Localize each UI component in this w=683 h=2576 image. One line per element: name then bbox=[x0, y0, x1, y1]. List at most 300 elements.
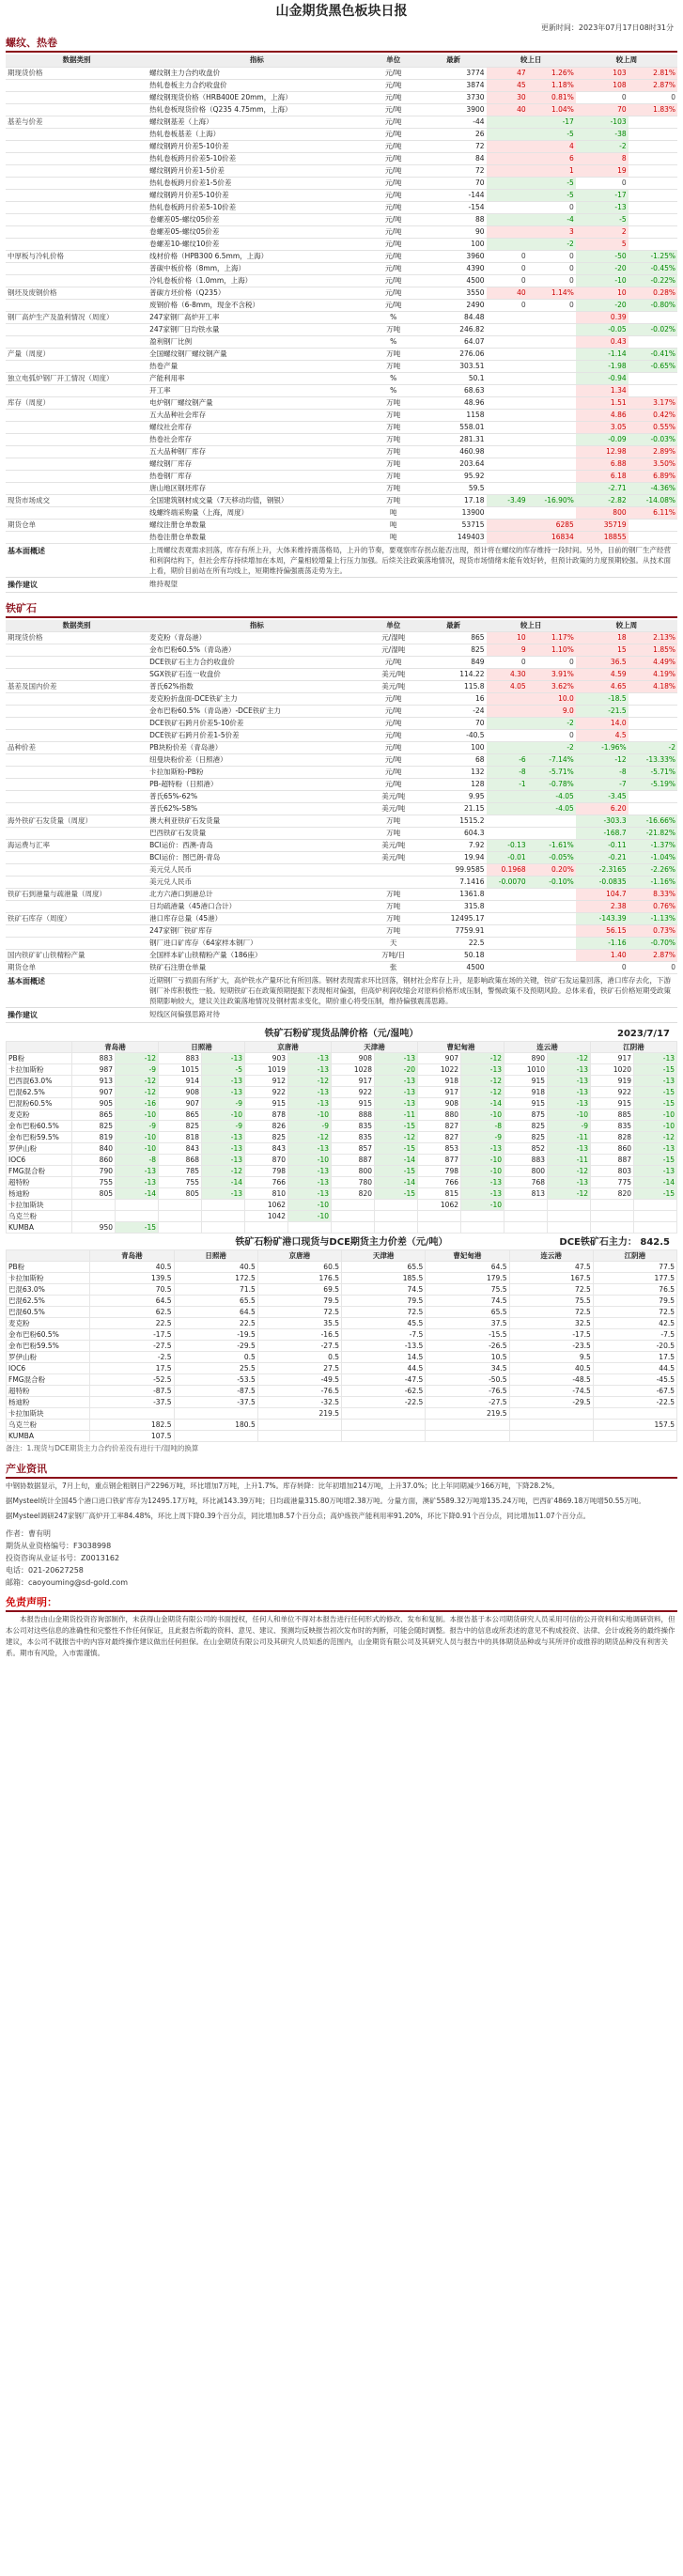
price-value: 1015 bbox=[159, 1064, 202, 1076]
basis-value: 44.5 bbox=[342, 1363, 426, 1374]
row-latest: -24 bbox=[421, 706, 487, 718]
report-title: 山金期货黑色板块日报 bbox=[275, 4, 408, 19]
week-change: -1.16 bbox=[576, 938, 629, 950]
week-change: 2 bbox=[576, 225, 629, 238]
week-change: 0 bbox=[576, 91, 629, 103]
row-latest: 50.1 bbox=[421, 372, 487, 384]
price-value: 922 bbox=[245, 1087, 288, 1098]
ore-name: 巴混60.5% bbox=[7, 1307, 90, 1318]
week-change: -143.39 bbox=[576, 913, 629, 925]
week-change: -2.26% bbox=[629, 864, 677, 877]
basis-value bbox=[593, 1431, 676, 1442]
price-value: 915 bbox=[504, 1098, 548, 1110]
row-unit: 天 bbox=[366, 938, 421, 950]
week-change: -2.82 bbox=[576, 494, 629, 506]
row-indicator: DCE铁矿石跨月价差5-10价差 bbox=[147, 718, 366, 730]
price-value: 887 bbox=[591, 1155, 634, 1166]
ore-name: 乌克兰粉 bbox=[7, 1211, 72, 1222]
row-category bbox=[6, 779, 147, 791]
price-value: 800 bbox=[504, 1166, 548, 1177]
ore-name: 麦克粉 bbox=[7, 1318, 90, 1329]
row-category bbox=[6, 91, 147, 103]
day-change: -0.05% bbox=[528, 852, 576, 864]
row-unit: 万吨 bbox=[366, 889, 421, 901]
basis-value: 32.5 bbox=[509, 1318, 593, 1329]
price-change: -14 bbox=[375, 1177, 418, 1188]
price-change: -13 bbox=[634, 1166, 677, 1177]
day-change bbox=[487, 396, 576, 409]
price-value: 1062 bbox=[245, 1200, 288, 1211]
summary-label: 基本面概述 bbox=[8, 977, 45, 985]
price-change: -12 bbox=[116, 1053, 159, 1064]
row-indicator: 全国建筑钢材成交量（7天移动均值，钢银） bbox=[147, 494, 366, 506]
price-change: -15 bbox=[116, 1222, 159, 1234]
day-change: -5 bbox=[487, 189, 576, 201]
price-value: 903 bbox=[245, 1053, 288, 1064]
ore-name: FMG混合粉 bbox=[7, 1166, 72, 1177]
day-change: 40 bbox=[487, 103, 528, 116]
week-change: -8 bbox=[576, 767, 629, 779]
table-row bbox=[7, 1110, 677, 1121]
price-change bbox=[634, 1222, 677, 1234]
week-change: -38 bbox=[576, 128, 629, 140]
row-unit: 元/吨 bbox=[366, 274, 421, 287]
day-change: -16.90% bbox=[528, 494, 576, 506]
basis-value: 35.5 bbox=[257, 1318, 341, 1329]
row-category bbox=[6, 791, 147, 803]
row-indicator: 美元兑人民币 bbox=[147, 864, 366, 877]
basis-value: 72.5 bbox=[342, 1307, 426, 1318]
week-pct bbox=[629, 213, 677, 225]
row-category bbox=[6, 409, 147, 421]
row-unit: 元/吨 bbox=[366, 67, 421, 79]
row-latest: 7.1416 bbox=[421, 877, 487, 889]
price-change bbox=[202, 1211, 245, 1222]
price-change: -10 bbox=[116, 1110, 159, 1121]
price-value: 922 bbox=[591, 1087, 634, 1098]
day-change: 9.0 bbox=[487, 706, 576, 718]
price-change: -10 bbox=[634, 1110, 677, 1121]
price-value: 913 bbox=[72, 1076, 116, 1087]
row-indicator: 普氏65%-62% bbox=[147, 791, 366, 803]
price-change bbox=[461, 1222, 504, 1234]
price-change: -8 bbox=[461, 1121, 504, 1132]
table-row bbox=[7, 1076, 677, 1087]
price-value: 1022 bbox=[418, 1064, 461, 1076]
price-change: -13 bbox=[288, 1166, 332, 1177]
price-value bbox=[159, 1211, 202, 1222]
basis-value: 65.5 bbox=[342, 1262, 426, 1273]
update-time: 更新时间：2023年07月17日08时31分 bbox=[540, 23, 674, 32]
basis-value bbox=[342, 1420, 426, 1431]
table-row bbox=[7, 1211, 677, 1222]
day-change: 0.81% bbox=[528, 91, 576, 103]
day-change bbox=[487, 925, 576, 938]
price-change: -13 bbox=[461, 1188, 504, 1200]
table-row bbox=[6, 962, 677, 974]
row-category bbox=[6, 938, 147, 950]
row-indicator: 热轧卷板现货价格（Q235 4.75mm，上海） bbox=[147, 103, 366, 116]
price-value bbox=[504, 1211, 548, 1222]
price-value: 819 bbox=[72, 1132, 116, 1143]
row-indicator: 螺纹钢跨月价差5-10价差 bbox=[147, 189, 366, 201]
price-change: -16 bbox=[116, 1098, 159, 1110]
price-value: 887 bbox=[332, 1155, 375, 1166]
row-latest: 149403 bbox=[421, 531, 487, 543]
table-row bbox=[6, 360, 677, 372]
price-value: 1062 bbox=[418, 1200, 461, 1211]
table-row bbox=[6, 877, 677, 889]
row-unit: 元/吨 bbox=[366, 779, 421, 791]
row-unit: 美元/吨 bbox=[366, 840, 421, 852]
price-value: 860 bbox=[72, 1155, 116, 1166]
week-pct bbox=[629, 238, 677, 250]
row-indicator: 螺纹钢基差（上海） bbox=[147, 116, 366, 128]
row-latest: 4390 bbox=[421, 262, 487, 274]
row-latest: 72 bbox=[421, 164, 487, 177]
qualification: 期货从业资格编号：F3038998 bbox=[6, 1542, 112, 1550]
ore-name: 卡拉加斯粉 bbox=[7, 1064, 72, 1076]
row-unit: 万吨 bbox=[366, 348, 421, 360]
day-change: 1.18% bbox=[528, 79, 576, 91]
week-change: -20 bbox=[576, 262, 629, 274]
section-divider bbox=[6, 51, 677, 53]
price-change: -10 bbox=[116, 1132, 159, 1143]
row-category bbox=[6, 877, 147, 889]
week-pct: -1.13% bbox=[629, 913, 677, 925]
week-pct bbox=[629, 718, 677, 730]
price-change: -13 bbox=[548, 1143, 591, 1155]
price-change bbox=[634, 1211, 677, 1222]
day-change bbox=[487, 506, 576, 519]
price-change: -13 bbox=[202, 1053, 245, 1064]
ore-name: 金布巴粉59.5% bbox=[7, 1341, 90, 1352]
row-category bbox=[6, 470, 147, 482]
table-row bbox=[6, 950, 677, 962]
disclaimer-title: 免责声明： bbox=[6, 1596, 57, 1608]
row-category: 海外铁矿石发货量（周度） bbox=[6, 815, 147, 828]
row-category bbox=[6, 669, 147, 681]
week-change: -20 bbox=[576, 299, 629, 311]
row-category bbox=[6, 730, 147, 742]
price-change: -10 bbox=[288, 1110, 332, 1121]
row-category: 期货仓单 bbox=[6, 519, 147, 531]
week-change: 12.98 bbox=[576, 445, 629, 458]
day-change bbox=[487, 372, 576, 384]
price-change: -12 bbox=[375, 1132, 418, 1143]
price-value: 914 bbox=[159, 1076, 202, 1087]
week-change: -0.94 bbox=[576, 372, 629, 384]
basis-value bbox=[342, 1431, 426, 1442]
basis-value: 77.5 bbox=[593, 1262, 676, 1273]
spot-price-title bbox=[6, 1027, 677, 1041]
row-unit: 元/吨 bbox=[366, 91, 421, 103]
row-unit: 元/吨 bbox=[366, 225, 421, 238]
col-header: 较上日 bbox=[487, 620, 576, 632]
price-change: -9 bbox=[288, 1121, 332, 1132]
row-indicator: 全国样本矿山铁精粉产量（186座） bbox=[147, 950, 366, 962]
row-indicator: 纽曼块粉价差（日照港） bbox=[147, 754, 366, 767]
row-category: 期货仓单 bbox=[6, 962, 147, 974]
table-row bbox=[6, 103, 677, 116]
week-change: -10 bbox=[576, 274, 629, 287]
day-change: 30 bbox=[487, 91, 528, 103]
table-row bbox=[6, 409, 677, 421]
price-change bbox=[202, 1222, 245, 1234]
row-unit: 元/吨 bbox=[366, 767, 421, 779]
row-category bbox=[6, 189, 147, 201]
row-indicator: 247家钢厂日均铁水量 bbox=[147, 323, 366, 335]
port-header: 连云港 bbox=[509, 1250, 593, 1262]
week-change: -0.45% bbox=[629, 262, 677, 274]
day-change bbox=[487, 360, 576, 372]
port-header: 天津港 bbox=[342, 1250, 426, 1262]
table-row bbox=[7, 1098, 677, 1110]
table-row bbox=[6, 189, 677, 201]
basis-value: 71.5 bbox=[174, 1284, 257, 1296]
basis-value: 65.5 bbox=[426, 1307, 509, 1318]
week-change: -17 bbox=[576, 189, 629, 201]
row-unit bbox=[366, 864, 421, 877]
price-value bbox=[159, 1222, 202, 1234]
basis-value: -7.5 bbox=[593, 1329, 676, 1341]
table-row bbox=[6, 445, 677, 458]
price-value: 860 bbox=[591, 1143, 634, 1155]
row-indicator: 麦克粉折盘面-DCE铁矿主力 bbox=[147, 693, 366, 706]
day-change bbox=[487, 348, 576, 360]
price-value: 915 bbox=[504, 1076, 548, 1087]
price-change bbox=[548, 1211, 591, 1222]
basis-value: 79.5 bbox=[257, 1296, 341, 1307]
basis-value: 40.5 bbox=[90, 1262, 174, 1273]
row-unit bbox=[366, 877, 421, 889]
week-pct bbox=[629, 730, 677, 742]
table-row bbox=[6, 669, 677, 681]
price-value: 840 bbox=[72, 1143, 116, 1155]
price-change: -10 bbox=[288, 1211, 332, 1222]
day-change: 1.17% bbox=[528, 632, 576, 644]
basis-value: -17.5 bbox=[90, 1329, 174, 1341]
basis-value: -45.5 bbox=[593, 1374, 676, 1386]
table-row bbox=[7, 1087, 677, 1098]
table-row bbox=[7, 1177, 677, 1188]
row-unit: 万吨 bbox=[366, 421, 421, 433]
basis-value bbox=[257, 1431, 341, 1442]
week-change: 103 bbox=[576, 67, 629, 79]
week-change: 5 bbox=[576, 238, 629, 250]
price-value: 919 bbox=[591, 1076, 634, 1087]
price-change: -12 bbox=[548, 1053, 591, 1064]
week-change: 70 bbox=[576, 103, 629, 116]
price-value: 843 bbox=[159, 1143, 202, 1155]
row-category: 铁矿石库存（周度） bbox=[6, 913, 147, 925]
week-change: -3.45 bbox=[576, 791, 629, 803]
basis-value: -20.5 bbox=[593, 1341, 676, 1352]
price-value: 755 bbox=[159, 1177, 202, 1188]
row-category: 产量（周度） bbox=[6, 348, 147, 360]
basis-value: -53.5 bbox=[174, 1374, 257, 1386]
row-unit: 元/吨 bbox=[366, 262, 421, 274]
price-change: -13 bbox=[288, 1087, 332, 1098]
table-row bbox=[6, 828, 677, 840]
week-change: -1.14 bbox=[576, 348, 629, 360]
price-change: -12 bbox=[548, 1166, 591, 1177]
table-row bbox=[6, 681, 677, 693]
row-unit: 万吨 bbox=[366, 901, 421, 913]
row-indicator: 卷螺差05-螺纹05价差 bbox=[147, 213, 366, 225]
table-row bbox=[7, 1352, 677, 1363]
day-change: 0 bbox=[487, 201, 576, 213]
dce-value: 842.5 bbox=[640, 1237, 670, 1248]
row-category bbox=[6, 152, 147, 164]
row-indicator: SGX铁矿石连一收盘价 bbox=[147, 669, 366, 681]
row-category bbox=[6, 299, 147, 311]
price-change: -13 bbox=[634, 1143, 677, 1155]
day-change: 0 bbox=[528, 657, 576, 669]
phone: 电话：021-20627258 bbox=[6, 1566, 84, 1575]
row-latest: 95.92 bbox=[421, 470, 487, 482]
week-change: 4.65 bbox=[576, 681, 629, 693]
day-change: 0 bbox=[487, 299, 528, 311]
price-change: -13 bbox=[202, 1132, 245, 1143]
row-indicator: 钢厂进口矿库存（64家样本钢厂） bbox=[147, 938, 366, 950]
week-change: 4.18% bbox=[629, 681, 677, 693]
price-value: 766 bbox=[418, 1177, 461, 1188]
week-change: 56.15 bbox=[576, 925, 629, 938]
ore-name: 麦克粉 bbox=[7, 1110, 72, 1121]
table-row bbox=[6, 433, 677, 445]
table-row bbox=[6, 421, 677, 433]
basis-value: 17.5 bbox=[90, 1363, 174, 1374]
basis-value: 74.5 bbox=[342, 1284, 426, 1296]
price-change: -12 bbox=[288, 1132, 332, 1143]
price-change: -14 bbox=[634, 1177, 677, 1188]
row-unit: 万吨 bbox=[366, 360, 421, 372]
table-row bbox=[6, 864, 677, 877]
price-change: -12 bbox=[634, 1132, 677, 1143]
day-change bbox=[487, 938, 576, 950]
row-category bbox=[6, 128, 147, 140]
price-change: -13 bbox=[202, 1076, 245, 1087]
row-latest: 114.22 bbox=[421, 669, 487, 681]
row-category bbox=[6, 482, 147, 494]
row-indicator: 五大品种社会库存 bbox=[147, 409, 366, 421]
row-indicator: 日均疏港量（45港口合计） bbox=[147, 901, 366, 913]
price-value: 922 bbox=[332, 1087, 375, 1098]
week-change: 35719 bbox=[576, 519, 629, 531]
table-row bbox=[7, 1143, 677, 1155]
row-unit: % bbox=[366, 384, 421, 396]
row-latest: 26 bbox=[421, 128, 487, 140]
row-category bbox=[6, 803, 147, 815]
price-change: -15 bbox=[375, 1143, 418, 1155]
row-category: 期现货价格 bbox=[6, 632, 147, 644]
row-indicator: BCI运价：图巴朗-青岛 bbox=[147, 852, 366, 864]
row-category: 品种价差 bbox=[6, 742, 147, 754]
row-latest: 825 bbox=[421, 644, 487, 657]
price-change: -12 bbox=[116, 1087, 159, 1098]
week-change: -13 bbox=[576, 201, 629, 213]
table-row bbox=[6, 311, 677, 323]
day-change: 1 bbox=[487, 164, 576, 177]
row-category bbox=[6, 864, 147, 877]
day-change bbox=[487, 458, 576, 470]
row-category bbox=[6, 901, 147, 913]
row-unit: 万吨 bbox=[366, 828, 421, 840]
row-latest: 64.07 bbox=[421, 335, 487, 348]
week-change: 1.85% bbox=[629, 644, 677, 657]
week-pct bbox=[629, 164, 677, 177]
row-unit: 万吨 bbox=[366, 409, 421, 421]
basis-value bbox=[426, 1420, 509, 1431]
price-value: 907 bbox=[159, 1098, 202, 1110]
row-category bbox=[6, 506, 147, 519]
row-category bbox=[6, 274, 147, 287]
row-category bbox=[6, 706, 147, 718]
email: 邮箱：caoyouming@sd-gold.com bbox=[6, 1578, 129, 1587]
row-unit: 元/吨 bbox=[366, 299, 421, 311]
summary-label: 基本面概述 bbox=[8, 546, 45, 555]
basis-value: -76.5 bbox=[426, 1386, 509, 1397]
ore-name: IOC6 bbox=[7, 1155, 72, 1166]
week-change: -0.05 bbox=[576, 323, 629, 335]
basis-value: -27.5 bbox=[257, 1341, 341, 1352]
week-pct: -0.02% bbox=[629, 323, 677, 335]
basis-value: 70.5 bbox=[90, 1284, 174, 1296]
price-change bbox=[461, 1211, 504, 1222]
week-change: 6.18 bbox=[576, 470, 629, 482]
basis-value: 76.5 bbox=[593, 1284, 676, 1296]
week-change: 15 bbox=[576, 644, 629, 657]
week-pct: -4.36% bbox=[629, 482, 677, 494]
row-unit: 吨 bbox=[366, 506, 421, 519]
day-change bbox=[487, 470, 576, 482]
col-header: 较上周 bbox=[576, 54, 677, 67]
table-row bbox=[7, 1296, 677, 1307]
week-pct: 0 bbox=[629, 962, 677, 974]
day-change: 0.1968 bbox=[487, 864, 528, 877]
row-indicator: 卡拉加斯粉-PB粉 bbox=[147, 767, 366, 779]
price-value: 865 bbox=[72, 1110, 116, 1121]
row-unit: 万吨 bbox=[366, 925, 421, 938]
table-row bbox=[7, 1132, 677, 1143]
row-indicator: 金布巴粉60.5%（青岛港）-DCE铁矿主力 bbox=[147, 706, 366, 718]
week-change: 1.34 bbox=[576, 384, 629, 396]
week-change: 6.88 bbox=[576, 458, 629, 470]
basis-value bbox=[426, 1431, 509, 1442]
price-change: -9 bbox=[116, 1121, 159, 1132]
basis-value: -48.5 bbox=[509, 1374, 593, 1386]
basis-value: 40.5 bbox=[174, 1262, 257, 1273]
table-row bbox=[6, 225, 677, 238]
row-category bbox=[6, 433, 147, 445]
day-change: -4 bbox=[487, 213, 576, 225]
price-value bbox=[591, 1211, 634, 1222]
table-row bbox=[6, 348, 677, 360]
price-change: -13 bbox=[288, 1143, 332, 1155]
row-indicator: DCE铁矿石主力合约收盘价 bbox=[147, 657, 366, 669]
row-unit: 元/吨 bbox=[366, 79, 421, 91]
basis-value: 25.5 bbox=[174, 1363, 257, 1374]
day-change: -0.0070 bbox=[487, 877, 528, 889]
basis-value: 72.5 bbox=[257, 1307, 341, 1318]
price-value: 820 bbox=[332, 1188, 375, 1200]
row-category bbox=[6, 644, 147, 657]
row-unit: 元/吨 bbox=[366, 128, 421, 140]
row-category bbox=[6, 445, 147, 458]
table-row bbox=[6, 177, 677, 189]
table-row bbox=[7, 1363, 677, 1374]
